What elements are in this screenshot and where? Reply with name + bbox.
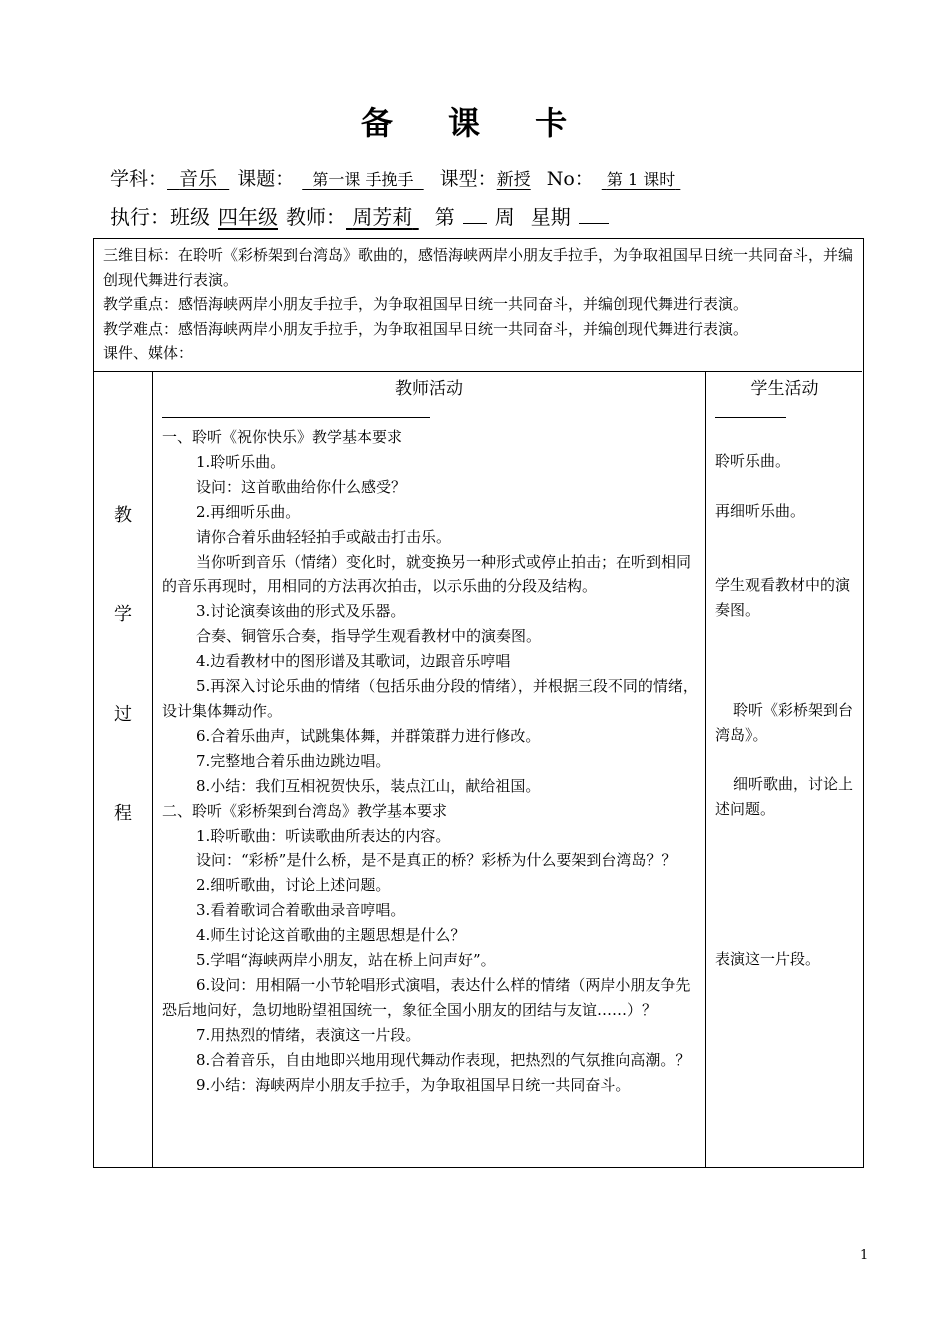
activity-line: 4.师生讨论这首歌曲的主题思想是什么？ (196, 926, 466, 945)
section-heading: 二、聆听《彩桥架到台湾岛》教学基本要求 (162, 801, 448, 820)
weekday-blank (579, 205, 609, 224)
activity-line: 5.学唱“海峡两岸小朋友，站在桥上问声好”。 (196, 951, 496, 970)
side-char: 程 (114, 803, 132, 824)
lesson-plan-table (93, 238, 864, 1168)
week-blank (463, 205, 487, 224)
no-label: No： (546, 168, 594, 190)
page-title: 备 课 卡 (360, 104, 590, 142)
teacher-value: 周芳莉 (352, 205, 413, 229)
lesson-info-line (110, 164, 680, 191)
student-activity-column (706, 372, 863, 1167)
activity-line: 6.合着乐曲声，试跳集体舞，并群策群力进行修改。 (196, 726, 541, 745)
teaching-key-point: 教学重点：感悟海峡两岸小朋友手拉手，为争取祖国早日统一共同奋斗，并编创现代舞进行表演。 (103, 295, 749, 313)
process-side-column (94, 372, 153, 1167)
subject-label: 学科： (110, 168, 168, 190)
student-activity-header: 学生活动 (750, 379, 819, 399)
activity-line: 设问：这首歌曲给你什么感受？ (196, 477, 407, 496)
week-label: 第 (434, 205, 455, 229)
student-activity-item: 再细听乐曲。 (715, 502, 806, 520)
activity-line: 合奏、铜管乐合奏，指导学生观看教材中的演奏图。 (196, 627, 542, 646)
weekday-label: 星期 (530, 205, 571, 229)
side-char: 教 (114, 505, 132, 526)
activity-line: 1.聆听乐曲。 (196, 452, 286, 471)
activity-line: 8.合着音乐，自由地即兴地用现代舞动作表现，把热烈的气氛推向高潮。？ (196, 1050, 691, 1069)
execution-info-line (110, 201, 609, 230)
header-underline (162, 417, 430, 418)
type-value: 新授 (496, 170, 531, 190)
activity-line: 5.再深入讨论乐曲的情绪（包括乐曲分段的情绪），并根据三段不同的情绪，设计集体舞动作。 (162, 677, 698, 720)
activity-line: 3.讨论演奏该曲的形式及乐器。 (196, 602, 406, 621)
teacher-activity-column (153, 372, 706, 1167)
activity-line: 3.看着歌词合着歌曲录音哼唱。 (196, 901, 406, 920)
week-suffix: 周 (494, 205, 515, 229)
activity-line: 4.边看教材中的图形谱及其歌词，边跟音乐哼唱 (196, 652, 511, 671)
teacher-activity-body (162, 425, 698, 1097)
student-activity-item: 学生观看教材中的演奏图。 (715, 576, 851, 619)
activity-line: 当你听到音乐（情绪）变化时，就变换另一种形式或停止拍击；在听到相同的音乐再现时，用相同的方法再次拍击，以示乐曲的分段及结构。 (162, 552, 692, 596)
subject-value: 音乐 (179, 168, 218, 190)
class-value: 四年级 (218, 205, 278, 229)
side-char: 过 (114, 704, 132, 725)
activity-line: 8.小结：我们互相祝贺快乐，装点江山，献给祖国。 (196, 776, 541, 795)
activity-line: 7.用热烈的情绪，表演这一片段。 (196, 1025, 421, 1044)
header-underline (715, 417, 786, 418)
teacher-label: 教师： (286, 205, 346, 229)
exec-label: 执行：班级 (110, 205, 210, 229)
activity-line: 请你合着乐曲轻轻拍手或敲击打击乐。 (196, 527, 452, 546)
teaching-difficulty: 教学难点：感悟海峡两岸小朋友手拉手，为争取祖国早日统一共同奋斗，并编创现代舞进行表演。 (103, 319, 749, 338)
student-activity-item: 细听歌曲，讨论上述问题。 (715, 775, 854, 818)
no-value: 第 1 课时 (606, 170, 676, 189)
activity-line: 9.小结：海峡两岸小朋友手拉手，为争取祖国早日统一共同奋斗。 (196, 1075, 631, 1094)
section-heading: 一、聆听《祝你快乐》教学基本要求 (162, 428, 403, 446)
courseware-media: 课件、媒体： (103, 344, 194, 362)
type-label: 课型： (439, 168, 497, 190)
topic-label: 课题： (237, 168, 295, 190)
three-dimensional-goal: 三维目标：在聆听《彩桥架到台湾岛》歌曲的，感悟海峡两岸小朋友手拉手，为争取祖国早日统一共同奋斗，并编创现代舞进行表演。 (103, 246, 854, 289)
student-activity-item: 表演这一片段。 (715, 950, 821, 968)
activity-line: 1.聆听歌曲：听读歌曲所表达的内容。 (196, 826, 451, 845)
activity-line: 设问：“彩桥”是什么桥，是不是真正的桥？彩桥为什么要架到台湾岛？？ (196, 851, 677, 870)
activity-line: 7.完整地合着乐曲边跳边唱。 (196, 751, 391, 770)
teacher-activity-header: 教师活动 (395, 379, 463, 399)
activity-line: 2.细听歌曲，讨论上述问题。 (196, 876, 391, 895)
objectives-cell (94, 239, 862, 372)
topic-value: 第一课 手挽手 (312, 170, 414, 189)
activity-line: 6.设问：用相隔一小节轮唱形式演唱，表达什么样的情绪（两岸小朋友争先恐后地问好，急切地盼望祖国统一，象征全国小朋友的团结与友谊……）？ (162, 975, 691, 1019)
student-activity-item: 聆听《彩桥架到台湾岛》。 (715, 701, 854, 744)
page-number: 1 (860, 1248, 869, 1263)
student-activity-item: 聆听乐曲。 (715, 452, 791, 470)
activity-line: 2.再细听乐曲。 (196, 502, 301, 521)
side-char: 学 (114, 604, 132, 625)
